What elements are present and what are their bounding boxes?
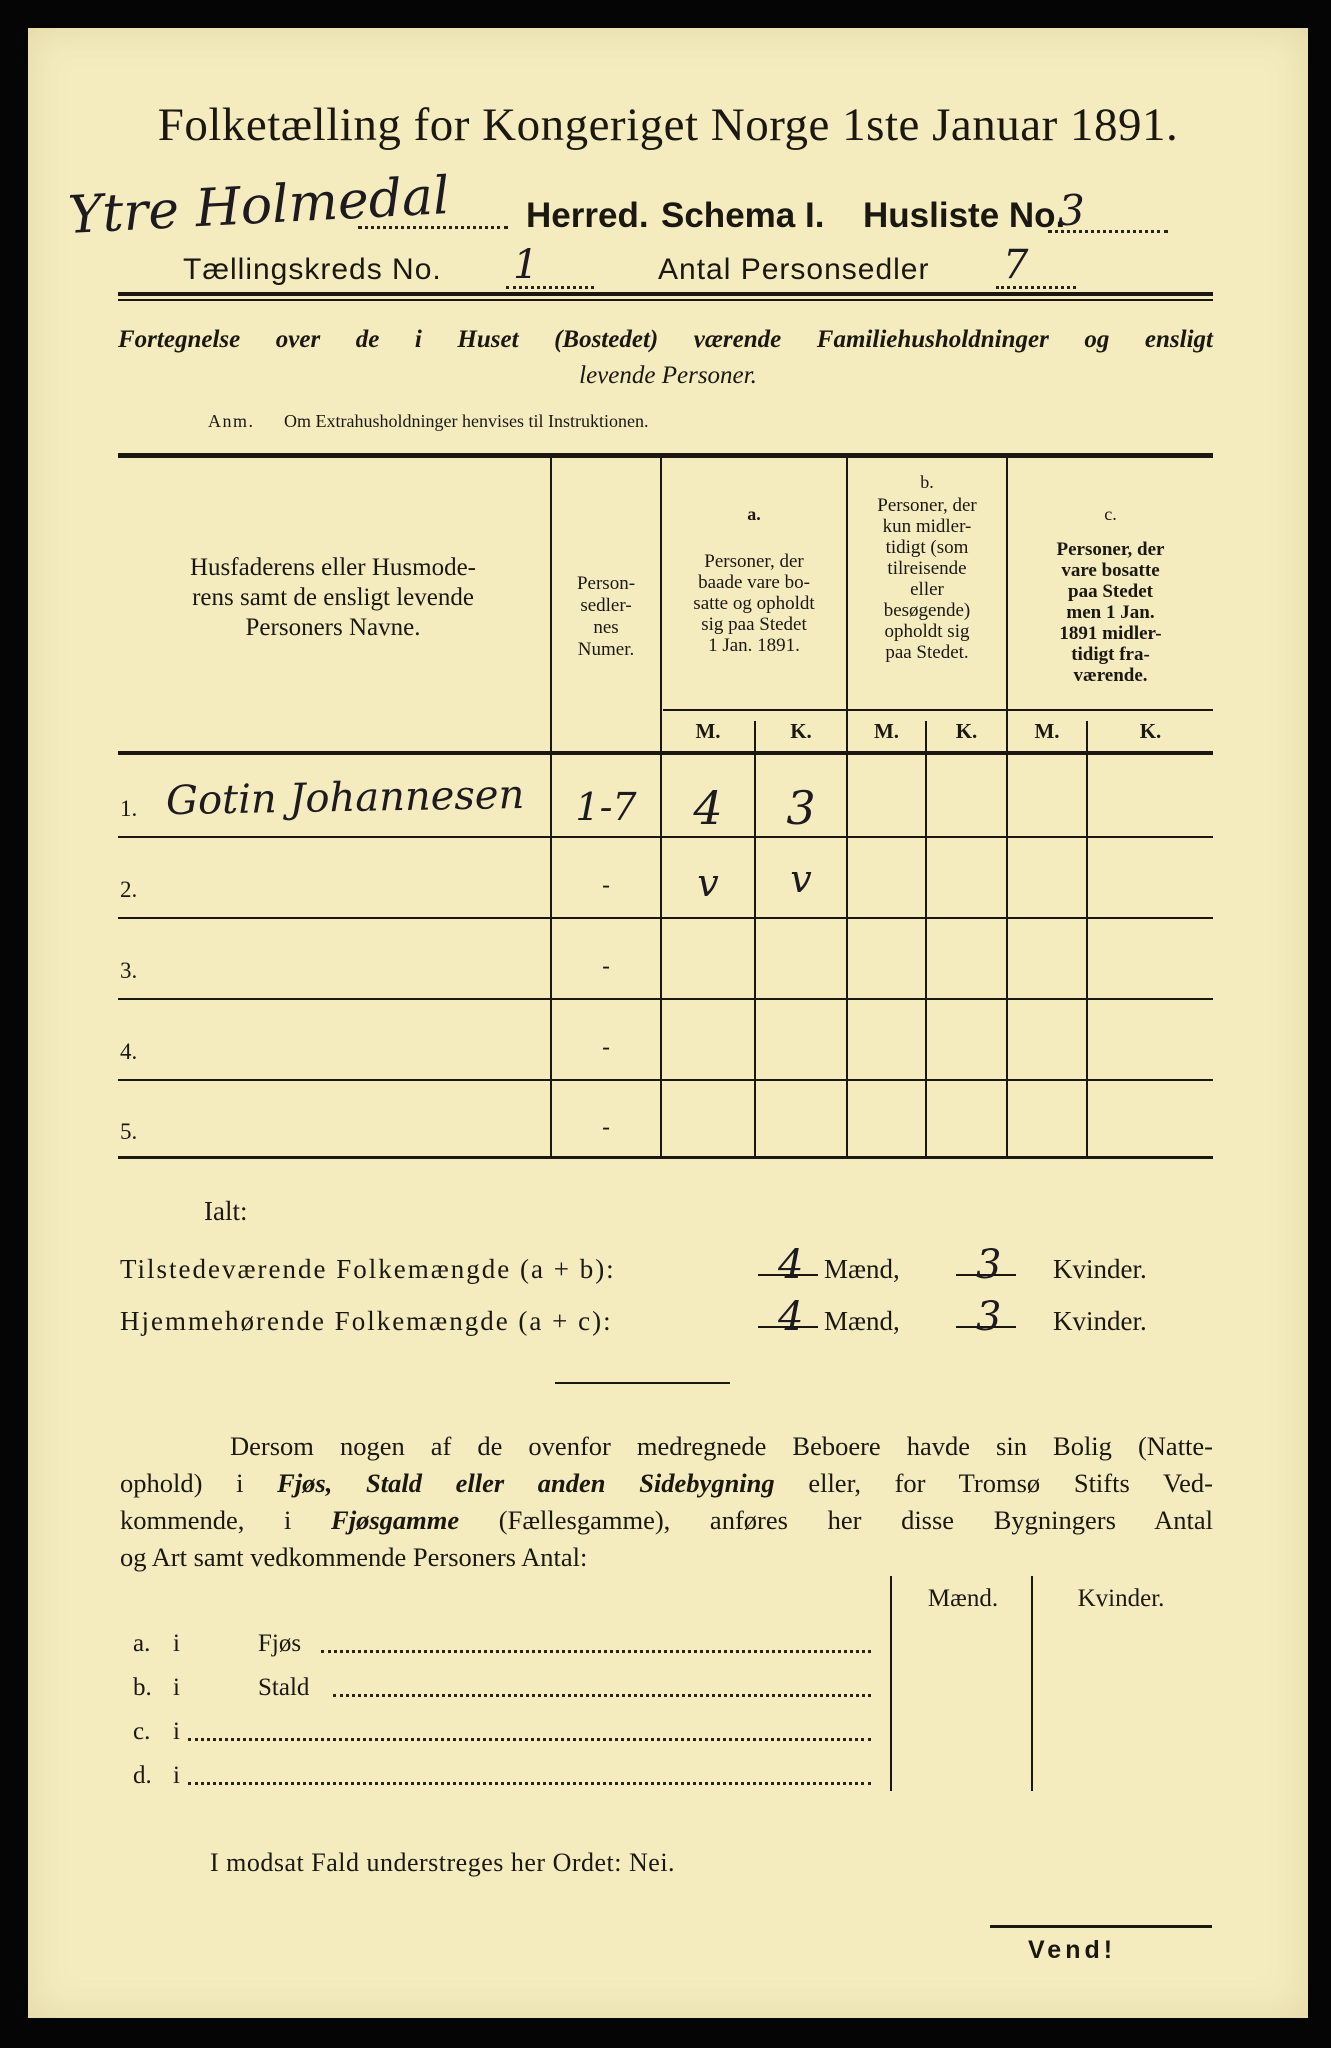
- bld-item-c: [133, 1718, 873, 1762]
- row-4-num: -: [601, 1033, 611, 1061]
- bld-vline-1: [890, 1576, 892, 1791]
- buildings-paragraph: [120, 1428, 1213, 1576]
- col-b-header: [848, 495, 1006, 663]
- row-2-num: -: [601, 871, 611, 899]
- bld-item-c-dots: [188, 1738, 871, 1741]
- kreds-handwriting: 1: [513, 242, 539, 288]
- row-line-3: [118, 998, 1213, 1000]
- buildings-p3c: (Fællesgamme), anføres her disse Bygningers Antal: [459, 1505, 1213, 1535]
- table-bottom-rule: [118, 1156, 1213, 1159]
- antal-label: Antal Personsedler: [658, 253, 930, 286]
- row-4-no: 4.: [120, 1039, 138, 1064]
- row-1-num: 1-7: [575, 785, 637, 829]
- row-line-4: [118, 1079, 1213, 1081]
- herred-label: Herred.: [526, 196, 649, 235]
- row-5-num: -: [601, 1113, 611, 1141]
- herred-dots: [358, 226, 508, 229]
- total-line-1-kvinder: Kvinder.: [1053, 1254, 1147, 1284]
- bld-item-b-letter: b.: [133, 1674, 152, 1701]
- col-a-l4: sig paa Stedet: [701, 614, 807, 635]
- total-line-1-maend: Mænd,: [824, 1254, 900, 1284]
- col-a-header: [662, 551, 846, 656]
- buildings-p2c: eller, for Tromsø Stifts Ved-: [774, 1468, 1214, 1498]
- bld-item-a-letter: a.: [133, 1630, 151, 1657]
- bld-item-b: [133, 1674, 873, 1718]
- anm-label: Anm.: [208, 411, 255, 431]
- row-2-a-k: v: [790, 857, 812, 901]
- row-1-a-k: 3: [786, 781, 816, 835]
- mk-rule: [663, 709, 1213, 711]
- b-m-label: M.: [873, 719, 900, 743]
- intro-line-2: levende Personer.: [579, 362, 757, 389]
- col-a-l3: satte og opholdt: [693, 593, 815, 614]
- bld-item-d-letter: d.: [133, 1762, 152, 1789]
- col-num-l2: sedler-: [580, 595, 632, 616]
- col-b-l3: tidigt (som: [885, 537, 969, 558]
- col-c-l2: vare bosatte: [1061, 560, 1160, 581]
- bld-col-kvinder: Kvinder.: [1077, 1585, 1165, 1612]
- header-rule: [118, 292, 1213, 296]
- footer-note: I modsat Fald understreges her Ordet: Nei.: [210, 1848, 676, 1877]
- col-c-l4: men 1 Jan.: [1066, 602, 1155, 623]
- bld-item-d-dots: [188, 1782, 871, 1785]
- row-3-no: 3.: [120, 958, 138, 983]
- header-rule-thin: [118, 299, 1213, 301]
- col-c-l7: værende.: [1073, 665, 1148, 686]
- schema-label: Schema I.: [661, 196, 825, 235]
- col-a-l2: baade vare bo-: [698, 572, 810, 593]
- anm-text: Om Extrahusholdninger henvises til Instruktionen.: [284, 411, 649, 431]
- col-name-l2: [118, 583, 548, 613]
- vline-b-mk: [925, 721, 927, 1159]
- form-title: Folketælling for Kongeriget Norge 1ste Januar 1891.: [157, 99, 1179, 151]
- col-num-l1: Person-: [576, 573, 636, 594]
- total-line-2-kvinder: Kvinder.: [1053, 1306, 1147, 1336]
- col-num-l4: Numer.: [577, 639, 635, 660]
- row-line-1: [118, 836, 1213, 838]
- row-1-no: 1.: [120, 796, 138, 821]
- buildings-p2a: ophold) i: [120, 1468, 278, 1498]
- bld-item-d-i: i: [173, 1762, 180, 1789]
- husliste-dots: [1048, 230, 1168, 233]
- husliste-handwriting: 3: [1058, 186, 1085, 235]
- total-line-2-label: Hjemmehørende Folkemængde (a + c):: [120, 1306, 613, 1336]
- buildings-p3b: Fjøsgamme: [331, 1505, 460, 1535]
- bld-item-d: [133, 1762, 873, 1806]
- vline-c-mk: [1086, 721, 1088, 1159]
- col-c-l3: paa Stedet: [1068, 581, 1153, 602]
- bld-item-b-dots: [333, 1694, 871, 1697]
- total-line-2-k: 3: [976, 1294, 1002, 1340]
- separator-rule: [555, 1382, 730, 1384]
- buildings-p2b: Fjøs, Stald eller anden Sidebygning: [277, 1468, 775, 1498]
- col-b-l7: opholdt sig: [884, 621, 970, 642]
- row-2-no: 2.: [120, 877, 138, 902]
- total-line-1-label: Tilstedeværende Folkemængde (a + b):: [120, 1254, 616, 1284]
- col-name-header: [118, 553, 548, 643]
- bld-item-a-label: Fjøs: [258, 1630, 302, 1657]
- col-b-l1: Personer, der: [877, 495, 977, 516]
- col-c-header: [1008, 539, 1213, 686]
- total-line-1-m: 4: [778, 1242, 804, 1288]
- col-c-l6: tidigt fra-: [1071, 644, 1150, 665]
- bld-item-a-i: i: [173, 1630, 180, 1657]
- col-num-header: [552, 573, 660, 661]
- bld-items: [133, 1630, 873, 1806]
- col-b-l4: tilreisende: [887, 558, 967, 579]
- bld-item-a: [133, 1630, 873, 1674]
- a-k-label: K.: [790, 719, 812, 743]
- a-m-label: M.: [695, 719, 721, 743]
- col-a-l5: 1 Jan. 1891.: [708, 635, 800, 656]
- herred-handwriting: Ytre Holmedal: [66, 166, 451, 246]
- ialt-label: Ialt:: [204, 1196, 248, 1226]
- c-m-label: M.: [1034, 719, 1060, 743]
- col-c-l5: 1891 midler-: [1059, 623, 1162, 644]
- col-b-letter: b.: [920, 472, 934, 492]
- bld-vline-2: [1031, 1576, 1033, 1791]
- col-b-l2: kun midler-: [882, 516, 972, 537]
- col-c-l1: Personer, der: [1056, 539, 1165, 560]
- c-k-label: K.: [1139, 719, 1162, 743]
- vend-rule: [990, 1925, 1212, 1928]
- row-5-no: 5.: [120, 1119, 138, 1144]
- col-b-l6: besøgende): [883, 600, 971, 621]
- bld-item-c-i: i: [173, 1718, 180, 1745]
- census-form: [28, 28, 1308, 2018]
- col-name-l2-text: rens samt de ensligt levende: [192, 584, 474, 611]
- b-k-label: K.: [955, 719, 978, 743]
- husliste-label: Husliste No.: [863, 196, 1066, 235]
- table-top-rule: [118, 453, 1213, 458]
- col-a-letter: a.: [747, 504, 761, 524]
- col-name-l1: Husfaderens eller Husmode-: [189, 554, 476, 581]
- vend-label: Vend!: [1028, 1936, 1117, 1964]
- kreds-dots: [506, 286, 594, 289]
- row-1-a-m: 4: [693, 781, 723, 835]
- total-line-2-maend: Mænd,: [824, 1306, 900, 1336]
- col-c-letter: c.: [1104, 504, 1117, 524]
- row-1-name: Gotin Johannesen: [165, 771, 525, 825]
- total-line-2-m: 4: [778, 1294, 804, 1340]
- household-table: [118, 453, 1213, 1159]
- col-b-l5: eller: [910, 579, 944, 600]
- buildings-p2: [120, 1465, 1213, 1502]
- buildings-p1: Dersom nogen af de ovenfor medregnede Beboere havde sin Bolig (Natte-: [230, 1431, 1213, 1461]
- buildings-p4: og Art samt vedkommende Personers Antal:: [120, 1542, 588, 1572]
- table-header-rule: [118, 751, 1213, 755]
- buildings-p3a: kommende, i: [120, 1505, 332, 1535]
- bld-item-c-letter: c.: [133, 1718, 151, 1745]
- row-2-a-m: v: [697, 861, 719, 905]
- col-num-l3: nes: [593, 617, 619, 638]
- row-3-num: -: [601, 952, 611, 980]
- bld-col-maend: Mænd.: [927, 1585, 999, 1612]
- bld-item-a-dots: [321, 1650, 871, 1653]
- kreds-label: Tællingskreds No.: [183, 253, 442, 286]
- row-line-2: [118, 917, 1213, 919]
- bld-item-b-i: i: [173, 1674, 180, 1701]
- col-b-l8: paa Stedet.: [885, 642, 969, 663]
- col-a-l1: Personer, der: [704, 551, 804, 572]
- col-name-l3: Personers Navne.: [245, 614, 421, 641]
- antal-dots: [996, 286, 1076, 289]
- bld-item-b-label: Stald: [258, 1674, 310, 1701]
- antal-handwriting: 7: [1003, 242, 1029, 288]
- intro-line-1: Fortegnelse over de i Huset (Bostedet) værende Familiehusholdninger og ensligt: [118, 326, 1213, 353]
- buildings-p3: [120, 1502, 1213, 1539]
- total-line-1-k: 3: [976, 1242, 1002, 1288]
